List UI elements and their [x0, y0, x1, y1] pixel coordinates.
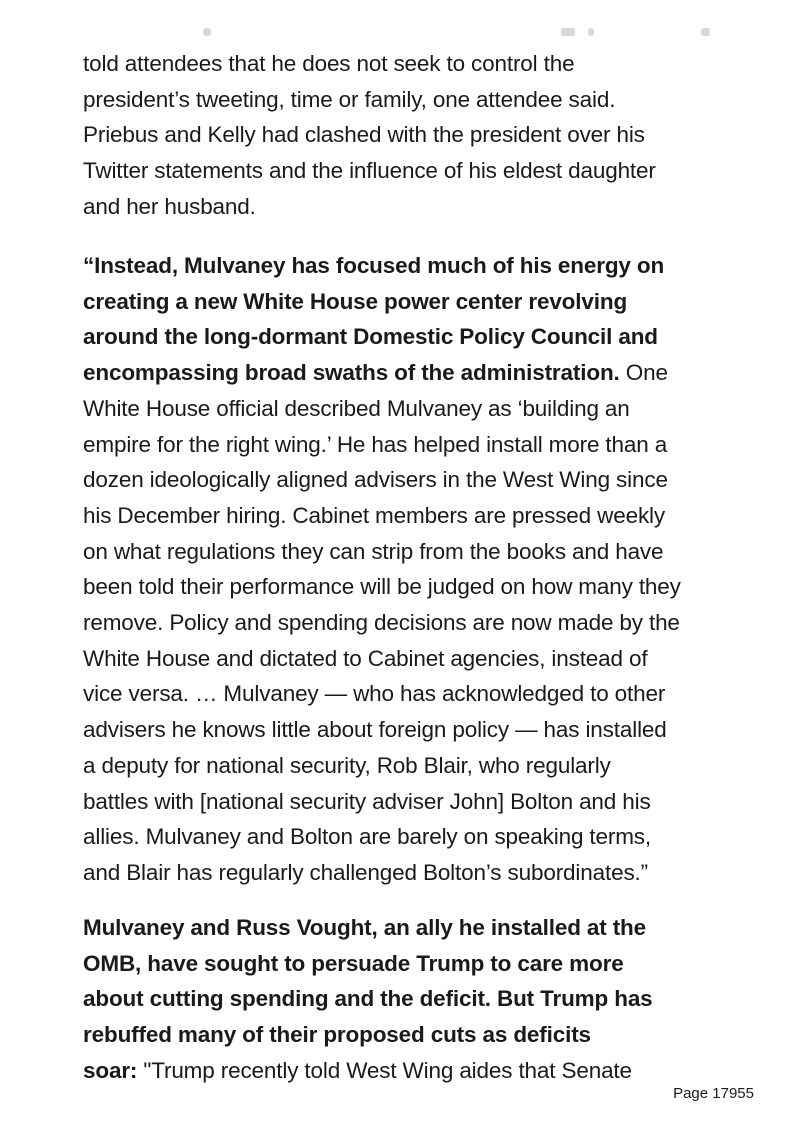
- bold-text-line: “Instead, Mulvaney has focused much of his energy on: [83, 253, 665, 278]
- bold-text-span: soar:: [83, 1057, 138, 1083]
- text-line: battles with [national security adviser John] Bolton and his: [83, 788, 651, 814]
- text-line: advisers he knows little about foreign policy — has installed: [83, 717, 667, 743]
- bold-text-line: creating a new White House power center revolving: [83, 288, 628, 314]
- bold-text-span: encompassing broad swaths of the administration.: [83, 360, 620, 386]
- bold-text-line: OMB, have sought to persuade Trump to care more: [83, 950, 624, 976]
- text-line: been told their performance will be judged on how many they: [83, 574, 681, 600]
- text-line: on what regulations they can strip from the books and have: [83, 538, 664, 564]
- text-line: dozen ideologically aligned advisers in the West Wing since: [83, 467, 668, 493]
- cropped-glyph: [701, 28, 710, 36]
- text-line: allies. Mulvaney and Bolton are barely on speaking terms,: [83, 824, 652, 850]
- text-line: told attendees that he does not seek to control the: [83, 51, 575, 76]
- text-line: White House official described Mulvaney as ‘building an: [83, 395, 630, 421]
- text-line: and Blair has regularly challenged Bolton’s subordinates.”: [83, 859, 648, 885]
- text-line: White House and dictated to Cabinet agencies, instead of: [83, 645, 648, 671]
- bold-text-line: rebuffed many of their proposed cuts as deficits: [83, 1022, 591, 1048]
- mixed-text-line: [83, 1053, 743, 1089]
- bold-text-line: Mulvaney and Russ Vought, an ally he installed at the: [83, 915, 646, 940]
- paragraph-attendees: [83, 46, 743, 225]
- bold-text-line: around the long-dormant Domestic Policy Council and: [83, 324, 658, 350]
- text-line: his December hiring. Cabinet members are pressed weekly: [83, 502, 666, 528]
- text-line: remove. Policy and spending decisions are now made by the: [83, 610, 680, 636]
- mixed-text-line: [83, 355, 743, 391]
- text-line: president’s tweeting, time or family, one attendee said.: [83, 86, 616, 112]
- text-line: vice versa. … Mulvaney — who has acknowledged to other: [83, 681, 666, 707]
- cropped-previous-line: [83, 14, 723, 36]
- text-line: Twitter statements and the influence of his eldest daughter: [83, 158, 656, 184]
- page-number: Page 17955: [673, 1085, 754, 1102]
- bold-text-line: about cutting spending and the deficit. But Trump has: [83, 986, 653, 1012]
- cropped-glyph: [588, 28, 594, 36]
- paragraph-quote-mulvaney: [83, 248, 743, 891]
- cropped-glyph: [203, 28, 211, 36]
- text-line: Priebus and Kelly had clashed with the president over his: [83, 122, 645, 148]
- paragraph-vought-deficit: [83, 910, 743, 1089]
- text-line: and her husband.: [83, 193, 256, 219]
- text-line: empire for the right wing.’ He has helped install more than a: [83, 431, 668, 457]
- cropped-glyph: [561, 28, 575, 36]
- text-span: "Trump recently told West Wing aides that Senate: [137, 1057, 632, 1083]
- text-span: One: [619, 360, 668, 386]
- text-line: a deputy for national security, Rob Blair, who regularly: [83, 752, 611, 778]
